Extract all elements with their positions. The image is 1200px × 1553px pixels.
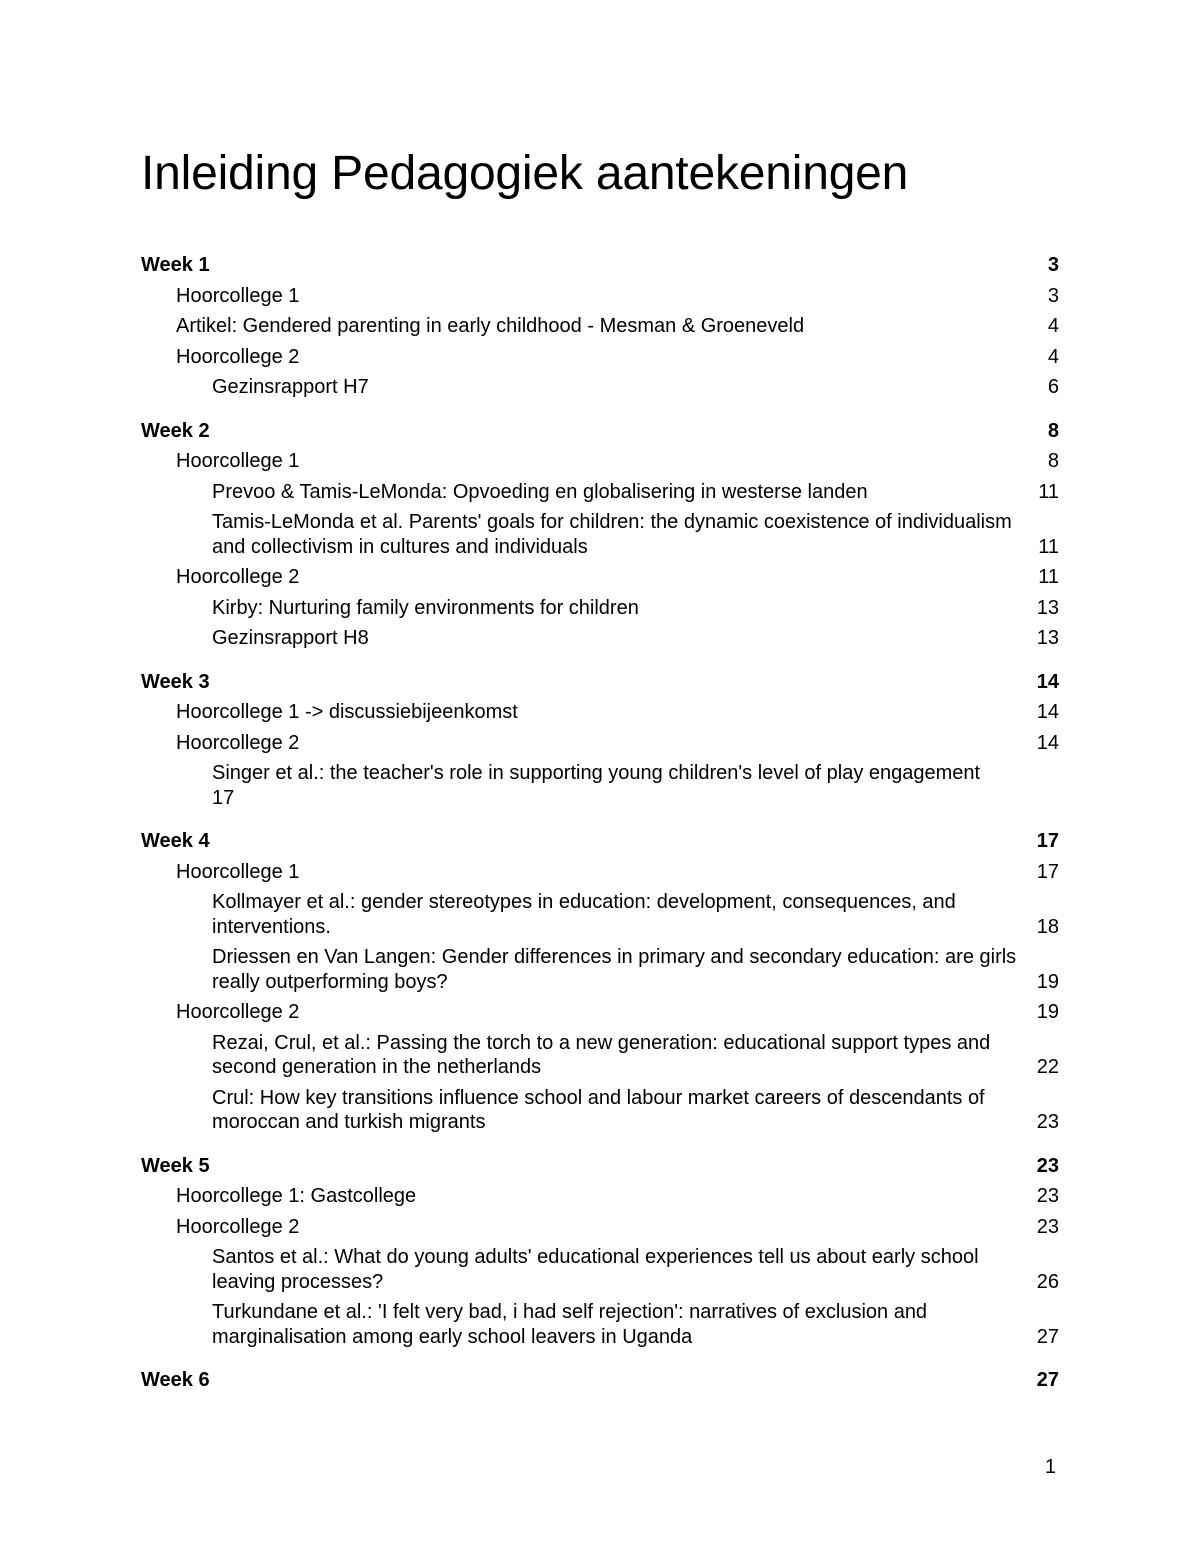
page-number: 1 [1044, 1456, 1056, 1478]
toc-entry[interactable] [141, 728, 1059, 759]
toc-entry-title: Hoorcollege 2 [176, 1001, 300, 1023]
toc-entry-page: 17 [212, 786, 235, 809]
toc-entry-page: 13 [1036, 627, 1059, 649]
toc-entry-page: 19 [1036, 1001, 1059, 1023]
toc-entry[interactable] [141, 1028, 1059, 1083]
toc-entry[interactable] [141, 311, 1059, 342]
toc-entry[interactable] [141, 1297, 1059, 1352]
toc-entry-page: 11 [1038, 566, 1059, 588]
toc-entry-title: Hoorcollege 1 -> discussiebijeenkomst [176, 701, 518, 723]
toc-entry-title: Artikel: Gendered parenting in early childhood - Mesman & Groeneveld [176, 315, 805, 337]
toc-entry-page: 22 [1036, 1056, 1059, 1078]
toc-entry-page: 23 [1036, 1154, 1059, 1177]
toc-entry-title: Hoorcollege 2 [176, 345, 300, 368]
toc-entry-page: 23 [1036, 1215, 1059, 1238]
toc-entry[interactable] [141, 1181, 1059, 1212]
toc-entry-title: Turkundane et al.: 'I felt very bad, i had self rejection': narratives of exclusion and marginalisation among early school leavers in Uganda [212, 1301, 928, 1348]
toc-entry[interactable] [141, 372, 1059, 403]
toc-entry-title: Hoorcollege 2 [176, 731, 300, 754]
toc-entry[interactable] [141, 1212, 1059, 1243]
toc-entry-page: 19 [1036, 970, 1059, 993]
toc-entry[interactable] [141, 477, 1059, 508]
toc-entry-page: 27 [1036, 1325, 1059, 1348]
toc-entry[interactable] [141, 281, 1059, 312]
toc-entry-page: 18 [1036, 915, 1059, 938]
toc-entry[interactable] [141, 446, 1059, 477]
toc-entry-title: Week 4 [141, 830, 210, 852]
toc-week-heading[interactable] [141, 250, 1059, 281]
toc-entry[interactable] [141, 507, 1059, 562]
toc-entry[interactable] [141, 342, 1059, 373]
toc-entry-page: 3 [1047, 284, 1059, 307]
toc-entry-page: 6 [1047, 376, 1059, 398]
toc-entry-page: 4 [1047, 315, 1059, 337]
toc-entry-title: Hoorcollege 1 [176, 860, 300, 883]
toc-entry-title: Week 3 [141, 670, 210, 693]
toc-entry-page: 23 [1036, 1185, 1059, 1207]
toc-entry-page: 14 [1036, 670, 1059, 693]
toc-entry-title: Kirby: Nurturing family environments for children [212, 596, 639, 619]
toc-entry[interactable] [141, 623, 1059, 654]
toc-entry-title: Kollmayer et al.: gender stereotypes in education: development, consequences, and interventions. [212, 891, 956, 938]
toc-entry[interactable] [141, 887, 1059, 942]
toc-entry[interactable] [141, 593, 1059, 624]
toc-entry-title: Crul: How key transitions influence school and labour market careers of descendants of moroccan and turkish migrants [212, 1086, 985, 1133]
toc-entry-page: 8 [1047, 419, 1059, 442]
toc-entry-page: 14 [1036, 701, 1059, 723]
toc-entry-page: 3 [1047, 254, 1059, 276]
toc-entry-page: 14 [1036, 731, 1059, 754]
toc-entry-page: 17 [1036, 860, 1059, 883]
toc-entry-page: 17 [1036, 830, 1059, 852]
toc-entry[interactable] [141, 1242, 1059, 1297]
toc-entry-title: Hoorcollege 1 [176, 284, 300, 307]
toc-entry[interactable] [141, 997, 1059, 1028]
document-title: Inleiding Pedagogiek aantekeningen [141, 147, 909, 200]
toc-entry-page: 27 [1036, 1369, 1059, 1391]
toc-week-heading[interactable] [141, 416, 1059, 447]
toc-entry-title: Gezinsrapport H7 [212, 376, 369, 398]
toc-entry-title: Week 5 [141, 1154, 210, 1177]
toc-entry-title: Hoorcollege 2 [176, 1215, 300, 1238]
toc-entry-title: Rezai, Crul, et al.: Passing the torch to a new generation: educational support types and second generation in the netherlands [212, 1031, 991, 1078]
toc-entry[interactable] [141, 857, 1059, 888]
toc-entry-page: 11 [1038, 480, 1059, 503]
toc-entry-title: Gezinsrapport H8 [212, 627, 369, 649]
toc-entry-title: Hoorcollege 1 [176, 450, 300, 472]
toc-entry-page: 23 [1036, 1111, 1059, 1133]
toc-entry-title: Hoorcollege 2 [176, 566, 300, 588]
toc-entry[interactable] [141, 562, 1059, 593]
toc-entry-page: 8 [1047, 450, 1059, 472]
toc-entry-page: 11 [1038, 535, 1059, 558]
table-of-contents [141, 250, 1059, 1396]
toc-entry-page: 26 [1036, 1270, 1059, 1293]
toc-week-heading[interactable] [141, 826, 1059, 857]
toc-entry[interactable] [141, 942, 1059, 997]
toc-entry-title: Driessen en Van Langen: Gender differences in primary and secondary education: are girls really outperforming boys? [212, 946, 1017, 993]
toc-entry-page: 4 [1047, 345, 1059, 368]
toc-entry-title: Singer et al.: the teacher's role in supporting young children's level of play engagement [212, 762, 981, 784]
toc-week-heading[interactable] [141, 1151, 1059, 1182]
toc-entry-title: Week 6 [141, 1369, 210, 1391]
toc-entry-title: Santos et al.: What do young adults' educational experiences tell us about early school leaving processes? [212, 1246, 979, 1293]
toc-entry-title: Week 1 [141, 254, 210, 276]
toc-entry-title: Tamis-LeMonda et al. Parents' goals for children: the dynamic coexistence of individualism and collectivism in cultures and individuals [212, 511, 1012, 558]
toc-week-heading[interactable] [141, 667, 1059, 698]
toc-entry-title: Prevoo & Tamis-LeMonda: Opvoeding en globalisering in westerse landen [212, 480, 868, 503]
toc-entry[interactable] [141, 758, 1059, 813]
toc-entry-title: Hoorcollege 1: Gastcollege [176, 1185, 417, 1207]
toc-entry[interactable] [141, 1083, 1059, 1138]
toc-entry[interactable] [141, 697, 1059, 728]
toc-week-heading[interactable] [141, 1365, 1059, 1396]
toc-entry-page: 13 [1036, 596, 1059, 619]
toc-entry-title: Week 2 [141, 419, 210, 442]
